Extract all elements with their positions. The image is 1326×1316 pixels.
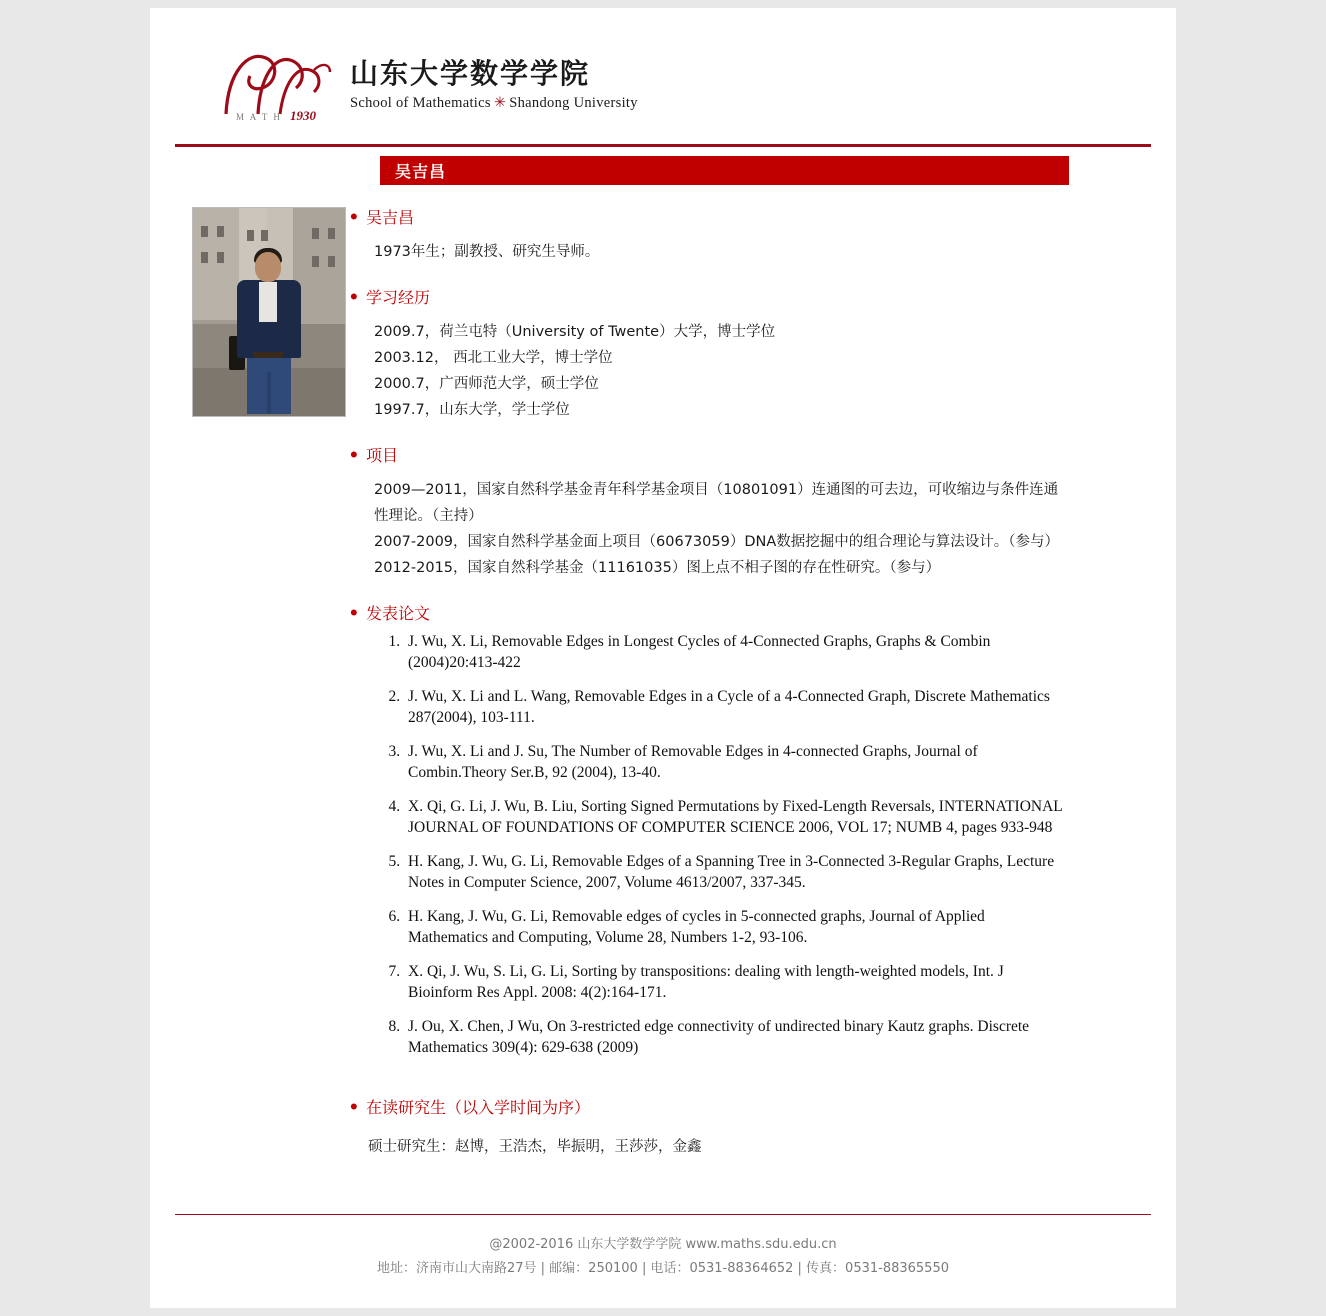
page-title-bar bbox=[380, 156, 1069, 185]
education-item: 1997.7，山东大学，学士学位 bbox=[374, 402, 570, 418]
publications-list bbox=[380, 631, 1066, 1058]
publications-heading-row bbox=[350, 600, 1066, 625]
bullet-icon: • bbox=[350, 1094, 358, 1119]
section-students bbox=[350, 1094, 1066, 1156]
bullet-icon: • bbox=[350, 284, 358, 309]
bullet-icon: • bbox=[350, 204, 358, 229]
site-header bbox=[150, 8, 1176, 122]
logo-title-cn: 山东大学数学学院 bbox=[350, 57, 591, 91]
bullet-icon: • bbox=[350, 442, 358, 467]
bullet-icon: • bbox=[350, 600, 358, 625]
projects-heading-row bbox=[350, 442, 1066, 467]
project-item: 2012-2015，国家自然科学基金（11161035）图上点不相子图的存在性研究。（参与） bbox=[374, 560, 941, 576]
logo-title-en bbox=[350, 95, 638, 112]
content-area bbox=[150, 185, 1176, 1158]
publication-item: 2. J. Wu, X. Li and L. Wang, Removable Edges in a Cycle of a 4-Connected Graph, Discrete Mathematics 287(2004), 103-111. bbox=[404, 686, 1066, 728]
school-emblem-icon bbox=[218, 44, 338, 122]
section-publications bbox=[350, 600, 1066, 1058]
publication-item: 4. X. Qi, G. Li, J. Wu, B. Liu, Sorting Signed Permutations by Fixed-Length Reversals, INTERNATIONAL JOURNAL OF FOUNDATIONS OF COMPUTER SCIENCE 2006, VOL 17; NUMB 4, pages 933-948 bbox=[404, 796, 1066, 838]
page-title: 吴吉昌 bbox=[395, 162, 447, 181]
page-container bbox=[150, 8, 1176, 1308]
footer-copyright: @2002-2016 山东大学数学学院 www.maths.sdu.edu.cn bbox=[489, 1237, 837, 1252]
students-heading: 在读研究生（以入学时间为序） bbox=[366, 1098, 591, 1117]
publication-item: 1. J. Wu, X. Li, Removable Edges in Longest Cycles of 4-Connected Graphs, Graphs & Combin (2004)20:413-422 bbox=[404, 631, 1066, 673]
education-heading: 学习经历 bbox=[366, 288, 431, 307]
profile-name: 吴吉昌 bbox=[366, 208, 415, 227]
students-line: 硕士研究生：赵博，王浩杰，毕振明，王莎莎，金鑫 bbox=[368, 1139, 702, 1155]
students-heading-row bbox=[350, 1094, 1066, 1119]
main-column bbox=[350, 204, 1176, 1158]
svg-text:1930: 1930 bbox=[290, 108, 316, 122]
logo-row[interactable] bbox=[150, 44, 1176, 122]
section-education bbox=[350, 284, 1066, 423]
photo-column bbox=[150, 207, 350, 1158]
logo-en-left: School of Mathematics bbox=[350, 94, 491, 111]
footer-contact: 地址：济南市山大南路27号 | 邮编：250100 | 电话：0531-88364652 | 传真：0531-88365550 bbox=[377, 1261, 949, 1276]
education-heading-row bbox=[350, 284, 1066, 309]
education-item: 2000.7，广西师范大学，硕士学位 bbox=[374, 376, 599, 392]
logo-en-separator-icon: ✳ bbox=[493, 94, 507, 111]
publication-item: 6. H. Kang, J. Wu, G. Li, Removable edges of cycles in 5-connected graphs, Journal of Applied Mathematics and Computing, Volume 28, Numbers 1-2, 93-106. bbox=[404, 906, 1066, 948]
projects-heading: 项目 bbox=[366, 446, 399, 465]
section-profile bbox=[350, 204, 1066, 265]
education-list bbox=[368, 319, 1066, 423]
projects-list bbox=[368, 477, 1066, 581]
publication-item: 7. X. Qi, J. Wu, S. Li, G. Li, Sorting by transpositions: dealing with length-weighted models, Int. J Bioinform Res Appl. 2008: 4(2):164-171. bbox=[404, 961, 1066, 1003]
profile-summary-line: 1973年生；副教授、研究生导师。 bbox=[374, 244, 600, 260]
logo-text bbox=[350, 54, 638, 111]
section-projects bbox=[350, 442, 1066, 581]
publication-item: 3. J. Wu, X. Li and J. Su, The Number of Removable Edges in 4-connected Graphs, Journal of Combin.Theory Ser.B, 92 (2004), 13-40. bbox=[404, 741, 1066, 783]
logo-en-right: Shandong University bbox=[509, 94, 638, 111]
project-item: 2007-2009，国家自然科学基金面上项目（60673059）DNA数据挖掘中的组合理论与算法设计。（参与） bbox=[374, 534, 1060, 550]
publication-item: 5. H. Kang, J. Wu, G. Li, Removable Edges of a Spanning Tree in 3-Connected 3-Regular Graphs, Lecture Notes in Computer Science, 2007, Volume 4613/2007, 337-345. bbox=[404, 851, 1066, 893]
profile-summary bbox=[368, 239, 1066, 265]
profile-heading-row bbox=[350, 204, 1066, 229]
publication-item: 8. J. Ou, X. Chen, J Wu, On 3-restricted edge connectivity of undirected binary Kautz graphs. Discrete Mathematics 309(4): 629-638 (2009) bbox=[404, 1016, 1066, 1058]
svg-text:M A T H: M A T H bbox=[236, 112, 282, 122]
section-spacer bbox=[350, 1071, 1066, 1097]
header-divider bbox=[175, 144, 1151, 147]
site-footer bbox=[150, 1215, 1176, 1281]
education-item: 2009.7，荷兰屯特（University of Twente）大学，博士学位 bbox=[374, 324, 776, 340]
project-item: 2009—2011，国家自然科学基金青年科学基金项目（10801091）连通图的可去边，可收缩边与条件连通性理论。（主持） bbox=[374, 482, 1059, 524]
publications-heading: 发表论文 bbox=[366, 604, 431, 623]
education-item: 2003.12， 西北工业大学，博士学位 bbox=[374, 350, 613, 366]
profile-photo bbox=[192, 207, 346, 417]
